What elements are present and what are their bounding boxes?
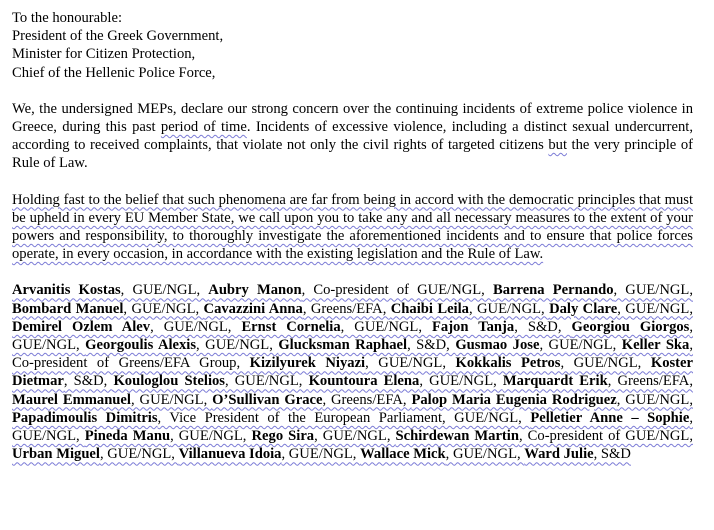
- signatory-name: Chaibi Leila: [390, 300, 469, 317]
- signatory-name: Gusmao Jose: [455, 337, 540, 354]
- letter-page: [12, 9, 693, 463]
- addressee-line: President of the Greek Government,: [12, 28, 224, 45]
- signatory-name: Kizilyurek Niyazi: [249, 355, 366, 372]
- signatory-name: Barrena Pernando: [492, 282, 614, 299]
- signatory-name: Keller Ska: [621, 337, 690, 354]
- signatory-affiliation: , GUE/NGL,: [340, 318, 432, 335]
- addressee-line: To the honourable:: [12, 10, 123, 26]
- signatory-name: Villanueva Idoia: [178, 446, 282, 463]
- signatory-name: Bombard Manuel: [12, 300, 124, 317]
- signatory-affiliation: , GUE/NGL,: [130, 391, 213, 408]
- signatory-affiliation: , GUE/NGL,: [616, 391, 693, 408]
- paragraph-text: . Incidents of excessive violence, including a distinct sexual undercurrent, according to received complaints, that violate not only the civil rights of targeted citizens: [12, 119, 694, 154]
- signatory-name: Georgiou Giorgos: [571, 318, 690, 335]
- signatory-name: Wallace Mick: [360, 446, 446, 463]
- signatory-name: Kountoura Elena: [308, 373, 420, 390]
- signatory-affiliation: , Co-president of Greens/EFA Group,: [12, 337, 694, 372]
- signatory-affiliation: , Greens/EFA,: [302, 300, 391, 317]
- signatory-affiliation: , GUE/NGL,: [196, 337, 279, 354]
- signatory-name: Pineda Manu: [84, 428, 171, 445]
- signatory-affiliation: , Co-president of GUE/NGL,: [301, 282, 493, 299]
- signatory-affiliation: , GUE/NGL,: [120, 282, 209, 299]
- signatory-name: Fajon Tanja: [431, 318, 515, 335]
- addressee-block: [12, 9, 693, 82]
- signatory-affiliation: , GUE/NGL,: [419, 373, 503, 390]
- signatory-affiliation: , GUE/NGL,: [12, 409, 693, 445]
- signatory-name: Rego Sira: [251, 428, 315, 445]
- signatory-affiliation: , GUE/NGL,: [560, 355, 651, 372]
- addressee-line: Chief of the Hellenic Police Force,: [12, 64, 216, 81]
- concern-paragraph: [12, 100, 693, 173]
- signatory-affiliation: , GUE/NGL,: [99, 446, 179, 463]
- signatory-name: Aubry Manon: [208, 282, 302, 299]
- signatory-affiliation: , S&D,: [514, 318, 572, 335]
- signatory-name: Ward Julie: [524, 446, 594, 463]
- addressee-line: Minister for Citizen Protection,: [12, 46, 196, 63]
- signatory-affiliation: , Co-president of GUE/NGL,: [518, 428, 693, 445]
- signatory-affiliation: , GUE/NGL,: [170, 428, 252, 445]
- signatory-name: Schirdewan Martin: [395, 428, 519, 445]
- signatory-affiliation: , GUE/NGL,: [314, 428, 396, 445]
- signatory-affiliation: , GUE/NGL,: [123, 300, 204, 317]
- grammar-marked-text: but: [548, 137, 567, 154]
- signatory-affiliation: , GUE/NGL,: [613, 282, 693, 299]
- signatory-affiliation: , GUE/NGL,: [281, 446, 361, 463]
- signatory-name: Cavazzini Anna: [203, 300, 303, 317]
- signatory-name: Palop Maria Eugenia Rodriguez: [411, 391, 617, 408]
- signatory-name: Glucksman Raphael: [278, 337, 408, 354]
- signatory-affiliation: , S&D: [593, 446, 631, 463]
- signatory-affiliation: , GUE/NGL,: [224, 373, 309, 390]
- signatory-name: Daly Clare: [549, 300, 618, 317]
- grammar-marked-text: period of time: [160, 119, 247, 136]
- signatory-name: Arvanitis Kostas: [12, 282, 121, 299]
- signatory-affiliation: , Greens/EFA,: [322, 391, 412, 408]
- signatory-name: Ernst Cornelia: [241, 318, 341, 335]
- signatories-list: [12, 281, 693, 463]
- signatory-name: Marquardt Erik: [502, 373, 608, 390]
- signatory-affiliation: , Vice President of the European Parliament, GUE/NGL,: [157, 409, 531, 426]
- signatory-name: Georgoulis Alexis: [85, 337, 197, 354]
- signatory-affiliation: , GUE/NGL,: [150, 318, 242, 335]
- signatory-affiliation: , GUE/NGL,: [468, 300, 550, 317]
- signatory-affiliation: , Greens/EFA,: [607, 373, 693, 390]
- signatory-affiliation: , S&D,: [63, 373, 114, 390]
- signatory-name: Maurel Emmanuel: [12, 391, 131, 408]
- signatory-affiliation: , GUE/NGL,: [12, 318, 693, 354]
- signatory-affiliation: , GUE/NGL,: [539, 337, 622, 354]
- signatory-name: Demirel Ozlem Alev: [12, 318, 151, 335]
- signatory-affiliation: , GUE/NGL,: [445, 446, 525, 463]
- signatory-name: Papadimoulis Dimitris: [12, 409, 158, 426]
- signatory-affiliation: , GUE/NGL,: [365, 355, 456, 372]
- paragraph-text: We, the undersigned MEPs, declare our strong concern over the continuing incidents of extreme police violence in Greece, during this past: [12, 100, 693, 136]
- signatory-name: Koster Dietmar: [12, 355, 693, 390]
- paragraph-text: the very principle of Rule of Law.: [12, 137, 693, 172]
- request-paragraph: Holding fast to the belief that such phenomena are far from being in accord with the democratic principles that must be upheld in every EU Member State, we call upon you to take any and all necessary measures to the extent of your powers and responsibility, to thoroughly investigate the aforementioned incidents and to ensure that police forces operate, in every occasion, in accordance with the existing legislation and the Rule of Law.: [12, 191, 693, 263]
- signatory-affiliation: , GUE/NGL,: [617, 300, 693, 317]
- signatory-name: O’Sullivan Grace: [212, 391, 323, 408]
- signatory-affiliation: , S&D,: [407, 337, 456, 354]
- signatory-name: Urban Miguel: [12, 446, 100, 463]
- signatory-name: Kokkalis Petros: [455, 355, 561, 372]
- signatory-name: Kouloglou Stelios: [113, 373, 225, 390]
- signatory-name: Pelletier Anne – Sophie: [530, 409, 690, 426]
